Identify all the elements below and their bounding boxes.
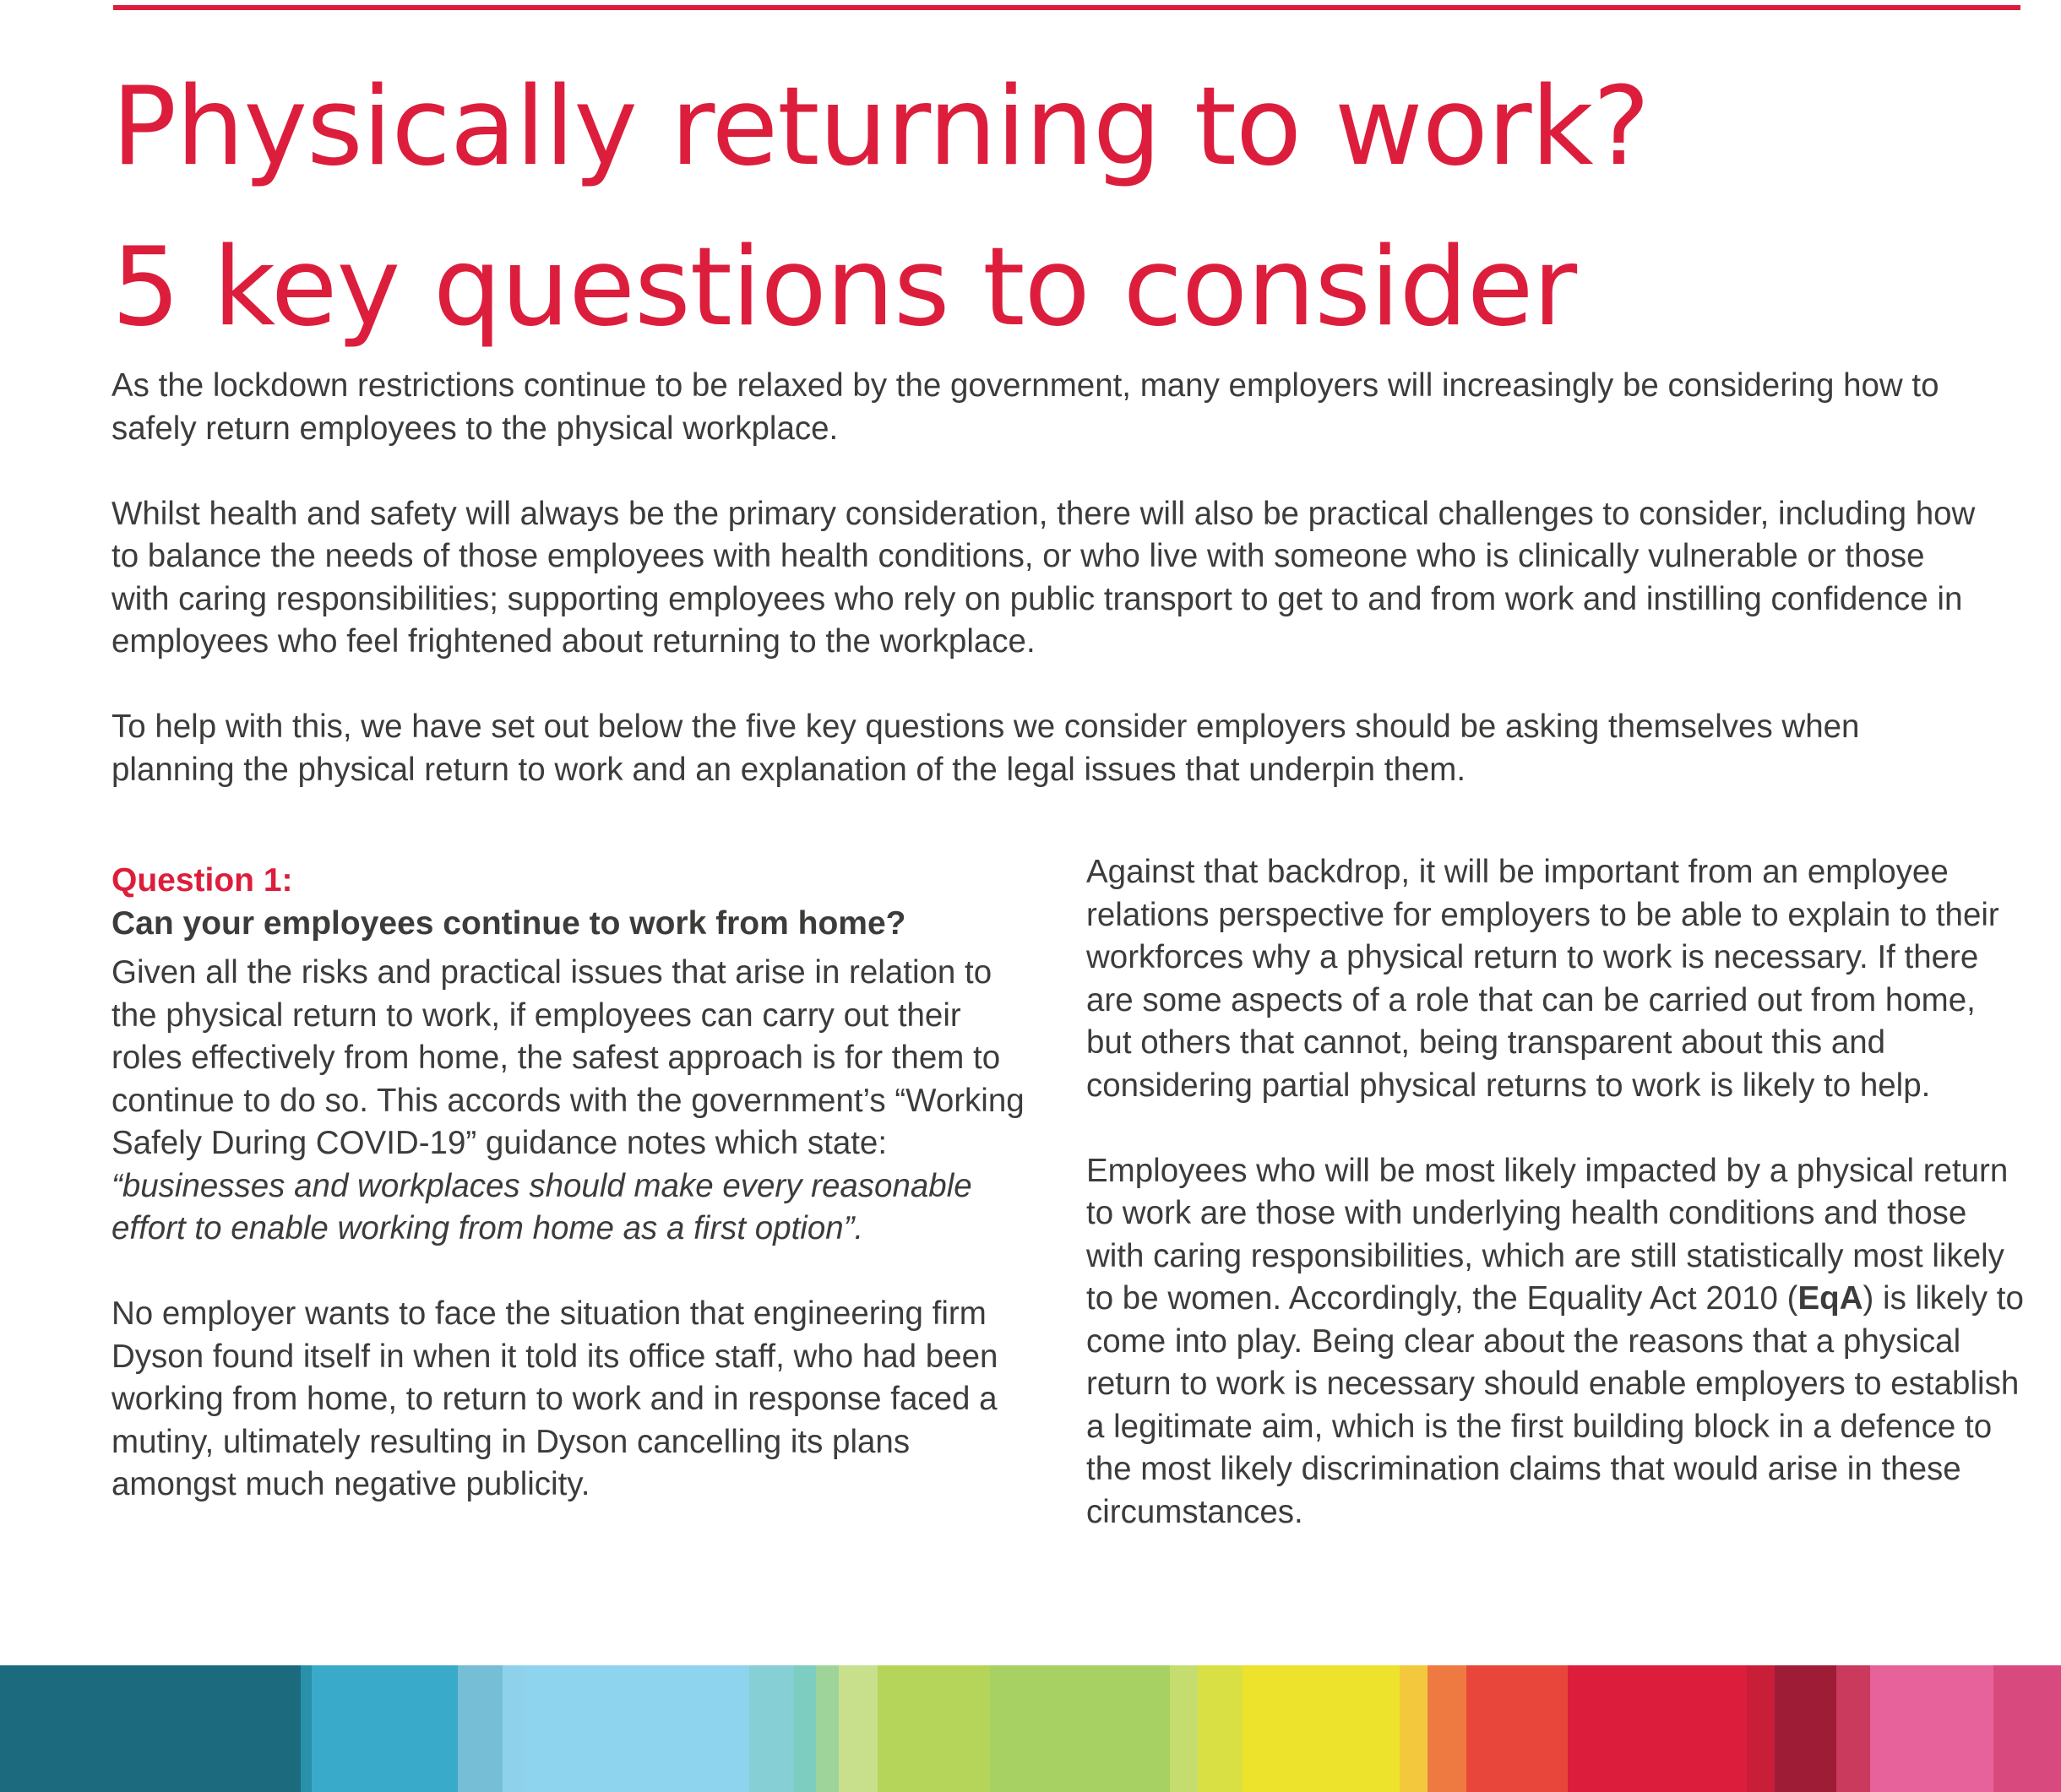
- color-band-segment: [1243, 1665, 1400, 1792]
- color-band-segment: [1466, 1665, 1567, 1792]
- color-band-segment: [1170, 1665, 1198, 1792]
- color-band-segment: [1427, 1665, 1466, 1792]
- title-line-1: Physically returning to work?: [111, 64, 1650, 190]
- color-band-segment: [1836, 1665, 1870, 1792]
- question-paragraph-1-text: Given all the risks and practical issues that arise in relation to the physical return to work, if employees can carry out their roles effectively from home, the safest approach is for them to continue to do so. This accords with the government’s “Working Safely During COVID-19” guidance notes which state:: [111, 954, 1025, 1161]
- color-band-segment: [301, 1665, 312, 1792]
- color-band-segment: [839, 1665, 878, 1792]
- right-paragraph-2: [1086, 1150, 2024, 1534]
- top-rule: [113, 5, 2020, 10]
- color-band-segment: [525, 1665, 749, 1792]
- color-band-segment: [458, 1665, 503, 1792]
- color-band-segment: [878, 1665, 990, 1792]
- right-paragraph-2-after: ) is likely to come into play. Being clear about the reasons that a physical return to work is necessary should enable employers to establish a legitimate aim, which is the first building block in a defence to the most likely discrimination claims that would arise in these circumstances.: [1086, 1280, 2024, 1530]
- right-column: [1086, 851, 2024, 1577]
- title-line-2: 5 key questions to consider: [111, 225, 1577, 350]
- question-paragraph-1: [111, 952, 1037, 1251]
- intro-paragraph-2: Whilst health and safety will always be the primary consideration, there will also be practical challenges to consider, including how to balance the needs of those employees with health conditions, or who live with someone who is clinically vulnerable or those with caring responsibilities; supporting employees who rely on public transport to get to and from work and instilling confidence in employees who feel frightened about returning to the workplace.: [111, 495, 1976, 660]
- color-band-segment: [1198, 1665, 1243, 1792]
- color-band-segment: [816, 1665, 839, 1792]
- guidance-quote: “businesses and workplaces should make every reasonable effort to enable working from home as a first option”.: [111, 1167, 972, 1246]
- page-title: [111, 47, 1970, 368]
- question-label: Question 1:: [111, 862, 293, 899]
- color-band-segment: [749, 1665, 794, 1792]
- intro-section: [111, 365, 1987, 834]
- color-band-segment: [0, 1665, 301, 1792]
- color-band-segment: [1775, 1665, 1836, 1792]
- color-band-segment: [1993, 1665, 2061, 1792]
- right-paragraph-1: Against that backdrop, it will be important from an employee relations perspective for employers to be able to explain to their workforces why a physical return to work is necessary. If there are some aspects of a role that can be carried out from home, but others that cannot, being transparent about this and considering partial physical returns to work is likely to help.: [1086, 854, 1999, 1104]
- color-band-segment: [1870, 1665, 1993, 1792]
- eqa-abbreviation: EqA: [1797, 1280, 1863, 1317]
- color-band-segment: [503, 1665, 525, 1792]
- color-band-footer: [0, 1665, 2061, 1792]
- question-heading: Can your employees continue to work from home?: [111, 904, 906, 942]
- color-band-segment: [990, 1665, 1169, 1792]
- question-paragraph-2: No employer wants to face the situation that engineering firm Dyson found itself in when it told its office staff, who had been working from home, to return to work and in response faced a mutiny, ultimately resulting in Dyson cancelling its plans amongst much negative publicity.: [111, 1295, 998, 1502]
- right-paragraph-2-before: Employees who will be most likely impacted by a physical return to work are those with underlying health conditions and those with caring responsibilities, which are still statistically most likely to be women. Accordingly, the Equality Act 2010 (: [1086, 1152, 2009, 1317]
- color-band-segment: [1747, 1665, 1775, 1792]
- intro-paragraph-1: As the lockdown restrictions continue to be relaxed by the government, many employers will increasingly be considering how to safely return employees to the physical workplace.: [111, 367, 1939, 447]
- left-column: [111, 860, 1037, 1549]
- intro-paragraph-3: To help with this, we have set out below the five key questions we consider employers should be asking themselves when planning the physical return to work and an explanation of the legal issues that underpin them.: [111, 709, 1860, 788]
- color-band-segment: [1400, 1665, 1427, 1792]
- color-band-segment: [794, 1665, 817, 1792]
- color-band-segment: [1568, 1665, 1747, 1792]
- color-band-segment: [312, 1665, 458, 1792]
